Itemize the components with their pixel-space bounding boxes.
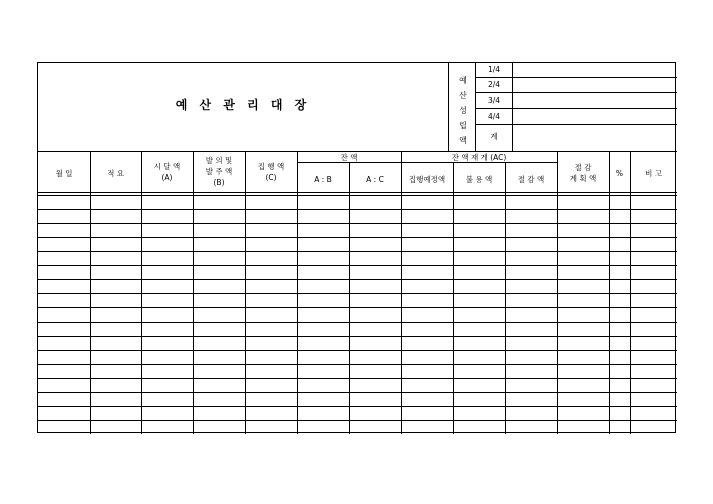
header-balance-ac: A : C [366,175,384,184]
header-orders-amount: 발 의 및 발 주 액 (B) [205,156,233,187]
table-row-line [38,307,677,308]
header-month-day: 월 일 [55,169,73,178]
header-remarks: 비 고 [645,169,662,178]
quarter-total-label: 계 [490,132,498,141]
quarter-4-label: 4/4 [487,112,501,121]
table-row-line [38,223,677,224]
header-unused: 불 용 액 [465,175,493,184]
table-row-line [38,209,677,210]
header-percent: % [615,169,624,178]
title-divider [448,63,449,151]
quarter-2-label: 2/4 [487,80,501,89]
header-balance-ab: A : B [314,175,332,184]
document-title: 예 산 관 리 대 장 [175,98,311,112]
header-summary: 적 요 [107,169,124,178]
table-row-line [38,293,677,294]
table-row-line [38,420,677,421]
header-planned-exec: 집행예정액 [408,175,446,184]
table-row-line [38,279,677,280]
table-row-line [38,392,677,393]
table-row-line [38,251,677,252]
header-balance-recheck: 잔 액 재 게 (AC) [451,153,507,162]
table-row-line [38,265,677,266]
header-executed-amount: 집 행 액 (C) [257,162,285,182]
table-row-line [38,322,677,323]
quarter-1-label: 1/4 [487,65,501,74]
table-row-line [38,336,677,337]
header-saved: 절 감 액 [517,175,545,184]
table-row-line [38,350,677,351]
table-row-line [38,406,677,407]
table-row-line [38,378,677,379]
quarter-3-label: 3/4 [487,96,501,105]
header-balance: 잔 액 [340,153,358,162]
table-row-line [38,364,677,365]
header-notified-amount: 시 달 액 (A) [153,162,181,182]
header-bottom-line [38,192,677,193]
budget-established-label: 예 산 성 립 액 [459,76,467,145]
header-bottom-line-2 [38,195,677,196]
budget-ledger-sheet [37,62,676,433]
header-saving-plan: 절 감 계 획 액 [569,163,597,183]
table-row-line [38,237,677,238]
